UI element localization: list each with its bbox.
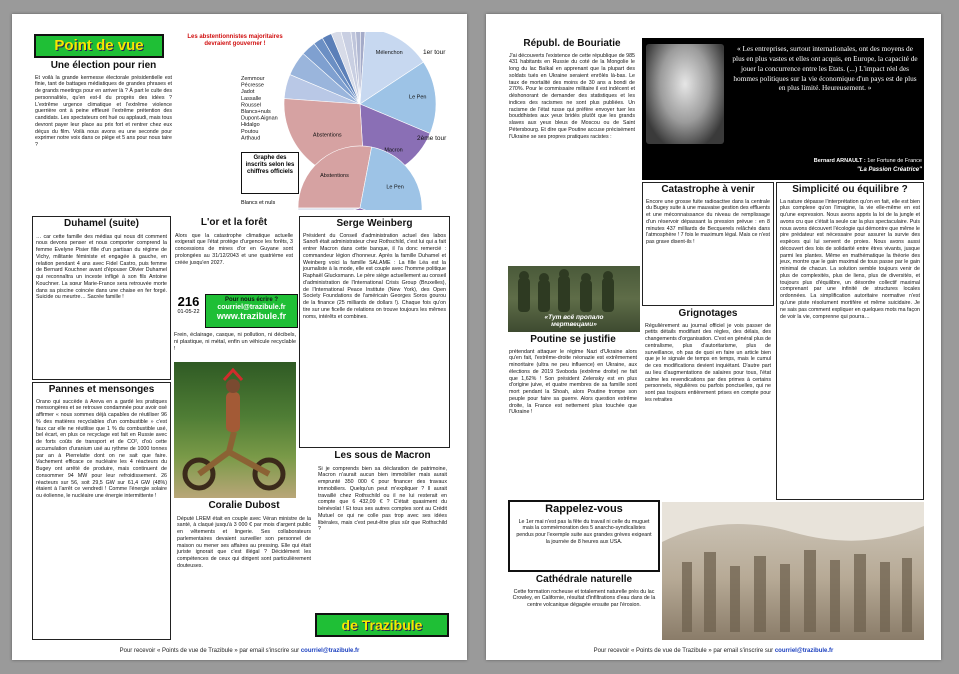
duhamel-headline: Duhamel (suite): [63, 218, 139, 229]
article-duhamel: [32, 216, 171, 380]
article-dubost: [174, 500, 314, 640]
contact-site[interactable]: www.trazibule.fr: [216, 311, 287, 321]
footer-text: Pour recevoir « Points de vue de Trazibule » par email s'inscrire sur: [119, 648, 300, 654]
grignotages-body: Régulièrement au journal officiel je vois passer de petits détails modifiant des règles, des délais, des changements d'organisation. C'est en général plus de centralisme, plus d'autoritarisme, plus de surveillance, oh pas de quoi en faire un article bien que je le signale de temps en temps, mais le cumul de ces modifications devient inquiétant. D'autre part au lieu d'augmentations de salaires pour tous, l'état calme les revendications par des primes à certains personnels, régulières ou parfois ponctuelles, qui ne sont pas toujours entièrement prises en compte pour les retraites: [645, 322, 771, 403]
article-cathedrale: [508, 574, 660, 640]
cathedrale-headline: Cathédrale naturelle: [535, 574, 633, 585]
footer-left: [12, 648, 467, 654]
issue-date: 01-05-22: [177, 309, 200, 315]
footer-text: Pour recevoir « Points de vue de Trazibule » par email s'inscrire sur: [593, 648, 774, 654]
portrait-arnault: [646, 44, 724, 144]
bike-illustration: [174, 362, 296, 498]
quote-text: « Les entreprises, surtout internationales, ont des moyens de plus en plus vastes et elles ont acquis, en Europe, la capacité de jouer la concurrence entre les Etats. (...) L'impact réel des hommes politiques sur la vie économique d'un pays est de plus en plus limité. Heureusement. »: [732, 44, 918, 93]
pie1-label-arthaud: Arthaud: [241, 135, 261, 142]
article-macron: [315, 450, 450, 610]
article-simplicite: [776, 182, 924, 500]
chart-caption: Les abstentionnistes majoritaires devraient gouverner !: [187, 34, 283, 48]
macron-headline: Les sous de Macron: [334, 450, 431, 461]
chart-graph-title-box: [241, 152, 299, 194]
photo-caption: «Тут всё пропало мертвецами»: [544, 314, 604, 329]
quote-book: "La Passion Créatrice": [856, 167, 922, 173]
footer-right: [486, 648, 941, 654]
pannes-body: Orano qui succède à Areva en a gardé les pratiques mensongères et se retrouve condamnée pour avoir osé affirmer « nous sommes déjà capables de réutiliser 96 % des matières recyclables d'un combustible » c'est faux car elle ne réutilise que 1 % du combustible usé, bel écart, en plus ce recyclage est fait en Russie avec de forts coûts de transport et de CO², d'où cette accumulation d'uranium usé au rythme de 1000 tonnes par an à Pierrelatte dont on ne sait que faire. Vachement efficace ce nucléaire les 4 réacteurs du Bugey ont arrêté de produire, mais continuent de consommer 94 MW pour leur refroidissement. 26 réacteurs sur 56, soit 29,5 GW sur 61,4 GW (48%) étaient à l'arrêt ce vendredi ! Comme l'énergie solaire ou éolienne, le nucléaire une énergie intermittente !: [36, 398, 167, 500]
foret-body: Alors que la catastrophe climatique actuelle exigerait que l'état protège d'urgence les forêts, 3 concessions de mines d'or en Guyane sont prolongées au 31/12/2043 et une quatrième est créée jusqu'en 2027.: [175, 232, 293, 266]
macron-body: Si je comprends bien sa déclaration de patrimoine, Macron n'aurait aucun bien immobilier mais aurait emprunté 350 000 € pour financer des travaux immobiliers. Quelqu'un peut m'expliquer ? Il aurait travaillé chez Rothschild ou il ne lui resterait en compte que 6 432,09 € ? C'était quasiment du bénévolat ! Et tous ses autres comptes sont au Crédit Mutuel ce qui ne colle pas trop avec ses idées libérales, mais c'est peut-être plus sûr que Rothschild ?: [318, 465, 447, 533]
election-headline: Une élection pour rien: [50, 60, 157, 71]
pie1-label-poutou: Poutou: [241, 128, 259, 135]
poutine-headline: Poutine se justifie: [530, 334, 616, 345]
photo-soldiers: [508, 266, 640, 332]
pie1-title: 1er tour: [423, 49, 446, 56]
pie1-label-lassalle: Lassalle: [241, 95, 262, 102]
pie1-label-p-cresse: Pécresse: [241, 82, 264, 89]
catastrophe-headline: Catastrophe à venir: [661, 184, 755, 195]
contact-label: Pour nous écrire ?: [224, 297, 278, 303]
issue-number: 216: [177, 294, 200, 309]
chart-legend-blank: Blancs et nuls: [241, 200, 276, 206]
article-election: [32, 60, 175, 214]
pie1-label-blancs-nuls: Blancs+nuls: [241, 109, 271, 115]
pie1-slice-label-13: Abstentions: [312, 132, 342, 139]
quote-block: [642, 38, 924, 180]
chart-graph-title: Graphe des inscrits selon les chiffres officiels: [245, 155, 295, 176]
catastrophe-body: Encore une grosse fuite radioactive dans la centrale du Bugey suite à une mauvaise gestion des effluents et une méconnaissance du niveau de remplissage d'un réservoir dépassant la pression prévue : en 8 minutes 437 milliards de Becquerels relâchés dans l'atmosphère ! 7 fois le maximum légal. Mais ce n'est pas grave disent-ils !: [646, 198, 770, 246]
page-right: [486, 14, 941, 660]
pie1-label-jadot: Jadot: [241, 89, 255, 96]
pie1-slice-label-10: Mélenchon: [375, 49, 403, 56]
page-left: [12, 14, 467, 660]
footer-email-link[interactable]: courriel@trazibule.fr: [774, 648, 834, 654]
pie1-label-roussel: Roussel: [241, 102, 261, 109]
quote-author: Bernard ARNAULT :: [813, 158, 866, 164]
pie1-slice-label-11: Le Pen: [409, 94, 427, 101]
weinberg-body: Président du Conseil d'administration actuel des labos Sanofi était administrateur chez Rothschild, c'est lui qui a fait entrer Macron dans cette banque, il l'a donc remercié : commandeur légion d'honneur. Après la famille Duhamel et Weinberg voici la famille SALAME : La fille Léa est la journaliste à la mode, elle est couple avec l'homme politique Raphaël Glucksmann. Le père siège actuellement au conseil d'administration de l'International Crisis Group (Bruxelles), de l'International Peace Institute (New York), des Open Society Foundations de l'américain Georges Soros gourou de la finance (25 milliards de dollars !). Chaque fois qu'on tire sur une ficelle de relations on trouve toujours les mêmes noms, intérêts et combines.: [303, 232, 446, 320]
article-weinberg: [299, 216, 450, 448]
brand-title: de Trazibule: [341, 617, 423, 633]
issue-box: [173, 294, 204, 330]
bouriatie-body: J'ai découverts l'existence de cette république de 985 431 habitants en Russie du coté de la Mongolie le long du lac Baïkal en apprenant que la plupart des soldats tués en Ukraine seraient enrôlés là-bas. Le taux de mortalité des moins de 30 ans a bondi de 270%. Pour le commissaire militaire il est indécent et déshonorant de demander des statistiques et les indices des racismes ne sont plus publiées. Un racisme de l'état russe qui préfère envoyer tuer les bouddhistes aux yeux bridés plutôt que les grands slaves aux yeux bleus de Moscou ou de Saint Pétersbourg. Et dire que Poutine accuse précisément l'Ukraine se ses propres pratiques racistes :: [509, 52, 635, 140]
rappelez-headline: Rappelez-vous: [545, 503, 623, 515]
rappelez-body: Le 1er mai n'est pas la fête du travail ni celle du muguet mais la commémoration des 5 anarcho-syndicalistes pendus pour l'exemple suite aux grandes grèves exigeant la journée de 8 heures aux USA.: [516, 518, 652, 545]
contact-box: [205, 294, 298, 328]
simplicite-body: La nature dépasse l'interprétation qu'on en fait, elle est bien plus complexe qu'on l'imagine, la vie elle-même en est qu'une expression. Nous avons appris la loi de la jungle et avons cru que c'était la seule car la plus spectaculaire. Puis nous avons découvert l'écologie qui démontre que même le pire prédateur est nécessaire pour assurer la survie des espèces qui lui servent de proies. Nous avons aussi découvert des lois de solidarité entre êtres vivants, jusque parmi les plantes. Même en mathématique la théorie des jeux, montre que le gain maximal de tous passe par le gain minimal de chacun. La solution semble toujours venir de plus de complexités, plus de liens, plus de diversités, et toujours plus d'équilibre, un désordre collectif maximal comprenant par une infinité de structures locales ordonnées. La simplification autoritaire normative n'est qu'une piste résolument mortifère et même suicidaire. Je ne sais pas comment expliquer en quelques mots ma façon de voir la vie, comprenne qui pourra…: [780, 198, 920, 320]
photo-rock-columns: [662, 502, 924, 640]
masthead-title: Point de vue: [54, 37, 144, 54]
quote-credit: [722, 158, 922, 164]
dubost-headline: Coralie Dubost: [208, 500, 280, 511]
cathedrale-body: Cette formation rocheuse et totalement naturelle près du lac Crowley, en Californie, résultat d'infiltrations d'eau dans de la centre volcanique dégagée ensuite par l'érosion.: [512, 588, 656, 609]
masthead: [34, 34, 164, 58]
pie1-slice-label-12: Macron: [384, 147, 403, 154]
pie2-slice-label-1: Le Pen: [386, 184, 404, 191]
article-bouriatie: [506, 38, 638, 264]
pie1-label-hidalgo: Hidalgo: [241, 122, 260, 129]
election-body: Et voilà la grande kermesse électorale présidentielle est finie, tant de battages médiatiques de grandes phrases et de grands meetings pour en arriver là ? À part le culte des personnalités, qu'en est-il du progrès des idées ? L'extrême urgence climatique et l'extrême violence guerrière ont à peine effleuré l'extrême prétention des candidats. Les spectateurs ont hué ou applaudi, mais tous devront payer leur place au prix fort et rentrer chez eux déçus du film. Voilà nous avons eu une seconde pour exprimer notre voix dans ce piège et 5 ans pour nous taire ?: [35, 74, 172, 149]
chart-svg: [175, 32, 447, 210]
election-chart: [175, 32, 447, 210]
pie1-label-dupont-aignan: Dupont-Aignan: [241, 115, 278, 122]
photo-wooden-bike: [174, 362, 296, 498]
slogan: Frein, éclairage, casque, ni pollution, ni décibels, ni plastique, ni métal, enfin un véhicule recyclable !: [174, 332, 296, 353]
footer-email-link[interactable]: courriel@trazibule.fr: [300, 648, 360, 654]
contact-email[interactable]: courriel@trazibule.fr: [217, 304, 286, 311]
duhamel-body: … car cette famille des médias qui nous dit comment nous devons penser et nous comporter comprend la femme Evelyne Pisier fille d'un partisan du régime de Vichy, militante féministe et engagée à gauche, en relation pendant 4 ans avec Fidel Castro, puis femme de Bernard Kouchner avant d'épouser Olivier Duhamel qui reconnaîtra un inceste infligé à son fils Antoine Kouchner. La sœur Marie-France sera retrouvée morte dans sa piscine coincée dans une chaise en fer forgé. Suicide ou meurtre… Sacrée famille !: [36, 233, 167, 301]
article-catastrophe: [642, 182, 774, 306]
quote-role: 1er Fortune de France: [867, 158, 922, 164]
article-grignotages: [642, 308, 774, 500]
pie2-slice-label-0: Abstentions: [320, 173, 349, 180]
article-foret: [172, 216, 296, 292]
article-pannes: [32, 382, 171, 640]
pie2-slice-blancs-et-nuls: [298, 208, 360, 210]
poutine-body: prétendant attaquer le régime Nazi d'Ukraine alors qu'en fait, l'extrême-droite néonazie est extrêmement minoritaire (ultra ne peu influence) en Ukraine, aux élections de 2019 Svoboda (extrême droite) ne fait que 1,62% ! Son président Zelensky est en plus d'origine juive, et quatre membres de sa famille sont mort pendant la Shoah, alors Poutine trompe son peuple pour faire sa guerre. Alors question extrême droite, la France est nettement plus touchée que l'Ukraine !: [509, 348, 637, 416]
pie1-label-zemmour: Zemmour: [241, 76, 265, 82]
brand-box: [315, 613, 449, 637]
dubost-body: Député LREM était en couple avec Véran ministre de la santé, à claqué jusqu'à 3 000 € par mois d'argent public en vêtements et lingerie. Ses collaborateurs parlementaires devaient surveiller son personnel de maison ou mener ses affaires au pressing. Elle qui était juriste ignorait que c'est illégal ? Décidément les compétences de ceux qui dirigent sont particulièrement douteuses.: [177, 515, 311, 569]
foret-headline: L'or et la forêt: [200, 217, 268, 228]
pie2-title: 2ème tour: [417, 135, 447, 142]
grignotages-headline: Grignotages: [678, 308, 738, 319]
rock-columns-illustration: [662, 502, 924, 640]
article-poutine: [506, 334, 640, 498]
weinberg-headline: Serge Weinberg: [336, 218, 413, 229]
simplicite-headline: Simplicité ou équilibre ?: [792, 184, 908, 195]
pannes-headline: Pannes et mensonges: [48, 384, 155, 395]
bouriatie-headline: Républ. de Bouriatie: [523, 38, 621, 49]
article-rappelez: [508, 500, 660, 572]
